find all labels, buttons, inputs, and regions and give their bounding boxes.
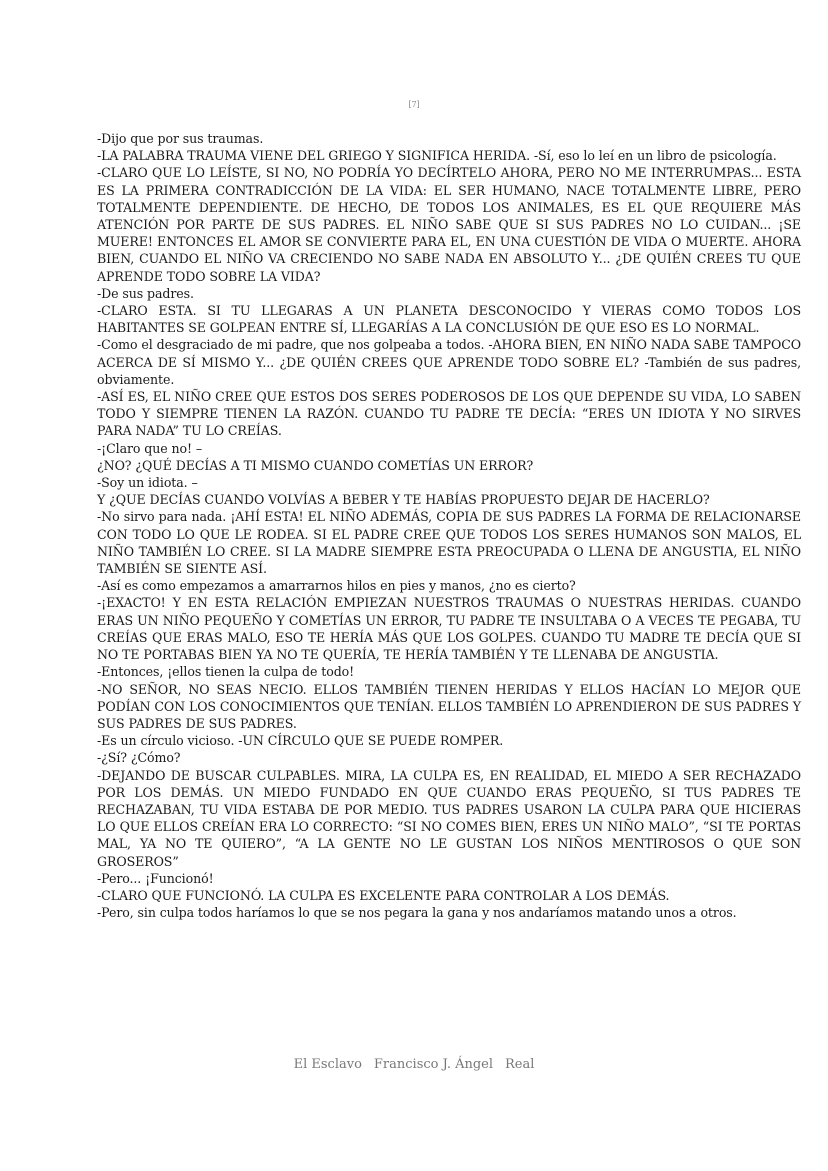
page-footer xyxy=(0,1057,828,1072)
footer-author: Francisco J. Ángel xyxy=(373,1057,494,1072)
paragraph: -De sus padres. xyxy=(97,285,194,301)
paragraph: -Soy un idiota. – xyxy=(97,475,198,491)
paragraph: Y ¿QUE DECÍAS CUANDO VOLVÍAS A BEBER Y TE HABÍAS PROPUESTO DEJAR DE HACERLO? xyxy=(97,492,710,508)
paragraph: -Pero... ¡Funcionó! xyxy=(97,870,214,886)
paragraph: -Es un círculo vicioso. -UN CÍRCULO QUE SE PUEDE ROMPER. xyxy=(97,733,504,749)
body-text xyxy=(97,130,801,921)
paragraph: -DEJANDO DE BUSCAR CULPABLES. MIRA, LA CULPA ES, EN REALIDAD, EL MIEDO A SER RECHAZADO POR LOS DEMÁS. UN MIEDO FUNDADO EN QUE CUANDO ERAS PEQUEÑO, SI TUS PADRES TE RECHAZABAN, TU VIDA ESTABA DE POR MEDIO. TUS PADRES USARON LA CULPA PARA QUE HICIERAS LO QUE ELLOS CREÍAN ERA LO CORRECTO: “SI NO COMES BIEN, ERES UN NIÑO MALO”, “SI TE PORTAS MAL, YA NO TE QUIERO”, “A LA GENTE NO LE GUSTAN LOS NIÑOS MENTIROSOS O QUE SON GROSEROS” xyxy=(97,767,801,869)
paragraph: -Así es como empezamos a amarrarnos hilos en pies y manos, ¿no es cierto? xyxy=(97,578,576,594)
paragraph: ¿NO? ¿QUÉ DECÍAS A TI MISMO CUANDO COMETÍAS UN ERROR? xyxy=(97,457,534,473)
paragraph: -CLARO QUE FUNCIONÓ. LA CULPA ES EXCELENTE PARA CONTROLAR A LOS DEMÁS. xyxy=(97,887,670,903)
page-number: [7] xyxy=(408,100,420,109)
paragraph: -¡Claro que no! – xyxy=(97,440,203,456)
paragraph: -ASÍ ES, EL NIÑO CREE QUE ESTOS DOS SERES PODEROSOS DE LOS QUE DEPENDE SU VIDA, LO SABEN TODO Y SIEMPRE TIENEN LA RAZÓN. CUANDO TU PADRE TE DECÍA: “ERES UN IDIOTA Y NO SIRVES PARA NADA” TU LO CREÍAS. xyxy=(97,389,801,439)
paragraph: -CLARO ESTA. SI TU LLEGARAS A UN PLANETA DESCONOCIDO Y VIERAS COMO TODOS LOS HABITANTES SE GOLPEAN ENTRE SÍ, LLEGARÍAS A LA CONCLUSIÓN DE QUE ESO ES LO NORMAL. xyxy=(97,303,801,336)
paragraph: -NO SEÑOR, NO SEAS NECIO. ELLOS TAMBIÉN TIENEN HERIDAS Y ELLOS HACÍAN LO MEJOR QUE PODÍAN CON LOS CONOCIMIENTOS QUE TENÍAN. ELLOS TAMBIÉN LO APRENDIERON DE SUS PADRES Y SUS PADRES DE SUS PADRES. xyxy=(97,681,801,731)
paragraph: -Como el desgraciado de mi padre, que nos golpeaba a todos. -AHORA BIEN, EN NIÑO NADA SABE TAMPOCO ACERCA DE SÍ MISMO Y... ¿DE QUIÉN CREES QUE APRENDE TODO SOBRE EL? -También de sus padres, obviamente. xyxy=(97,337,801,387)
footer-author-surname: Real xyxy=(505,1057,535,1072)
paragraph: -Entonces, ¡ellos tienen la culpa de todo! xyxy=(97,664,355,680)
paragraph: -Dijo que por sus traumas. xyxy=(97,131,264,146)
footer-book-title: El Esclavo xyxy=(293,1057,362,1072)
paragraph: -¿Sí? ¿Cómo? xyxy=(97,750,181,766)
paragraph: -LA PALABRA TRAUMA VIENE DEL GRIEGO Y SIGNIFICA HERIDA. -Sí, eso lo leí en un libro de psicología. xyxy=(97,148,777,164)
paragraph: -No sirvo para nada. ¡AHÍ ESTA! EL NIÑO ADEMÁS, COPIA DE SUS PADRES LA FORMA DE RELACIONARSE CON TODO LO QUE LE RODEA. SI EL PADRE CREE QUE TODOS LOS SERES HUMANOS SON MALOS, EL NIÑO TAMBIÉN LO CREE. SI LA MADRE SIEMPRE ESTA PREOCUPADA O LLENA DE ANGUSTIA, EL NIÑO TAMBIÉN SE SIENTE ASÍ. xyxy=(97,509,801,577)
paragraph: -¡EXACTO! Y EN ESTA RELACIÓN EMPIEZAN NUESTROS TRAUMAS O NUESTRAS HERIDAS. CUANDO ERAS UN NIÑO PEQUEÑO Y COMETÍAS UN ERROR, TU PADRE TE INSULTABA O A VECES TE PEGABA, TU CREÍAS QUE ERAS MALO, ESO TE HERÍA MÁS QUE LOS GOLPES. CUANDO TU MADRE TE DECÍA QUE SI NO TE PORTABAS BIEN YA NO TE QUERÍA, TE HERÍA TAMBIÉN Y TE LLENABA DE ANGUSTIA. xyxy=(97,595,801,663)
paragraph: -Pero, sin culpa todos haríamos lo que se nos pegara la gana y nos andaríamos matando unos a otros. xyxy=(97,905,737,921)
paragraph: -CLARO QUE LO LEÍSTE, SI NO, NO PODRÍA YO DECÍRTELO AHORA, PERO NO ME INTERRUMPAS... ESTA ES LA PRIMERA CONTRADICCIÓN DE LA VIDA: EL SER HUMANO, NACE TOTALMENTE LIBRE, PERO TOTALMENTE DEPENDIENTE. DE HECHO, DE TODOS LOS ANIMALES, ES EL QUE REQUIERE MÁS ATENCIÓN POR PARTE DE SUS PADRES. EL NIÑO SABE QUE SI SUS PADRES NO LO CUIDAN... ¡SE MUERE! ENTONCES EL AMOR SE CONVIERTE PARA EL, EN UNA CUESTIÓN DE VIDA O MUERTE. AHORA BIEN, CUANDO EL NIÑO VA CRECIENDO NO SABE NADA EN ABSOLUTO Y... ¿DE QUIÉN CREES TU QUE APRENDE TODO SOBRE LA VIDA? xyxy=(97,165,801,284)
